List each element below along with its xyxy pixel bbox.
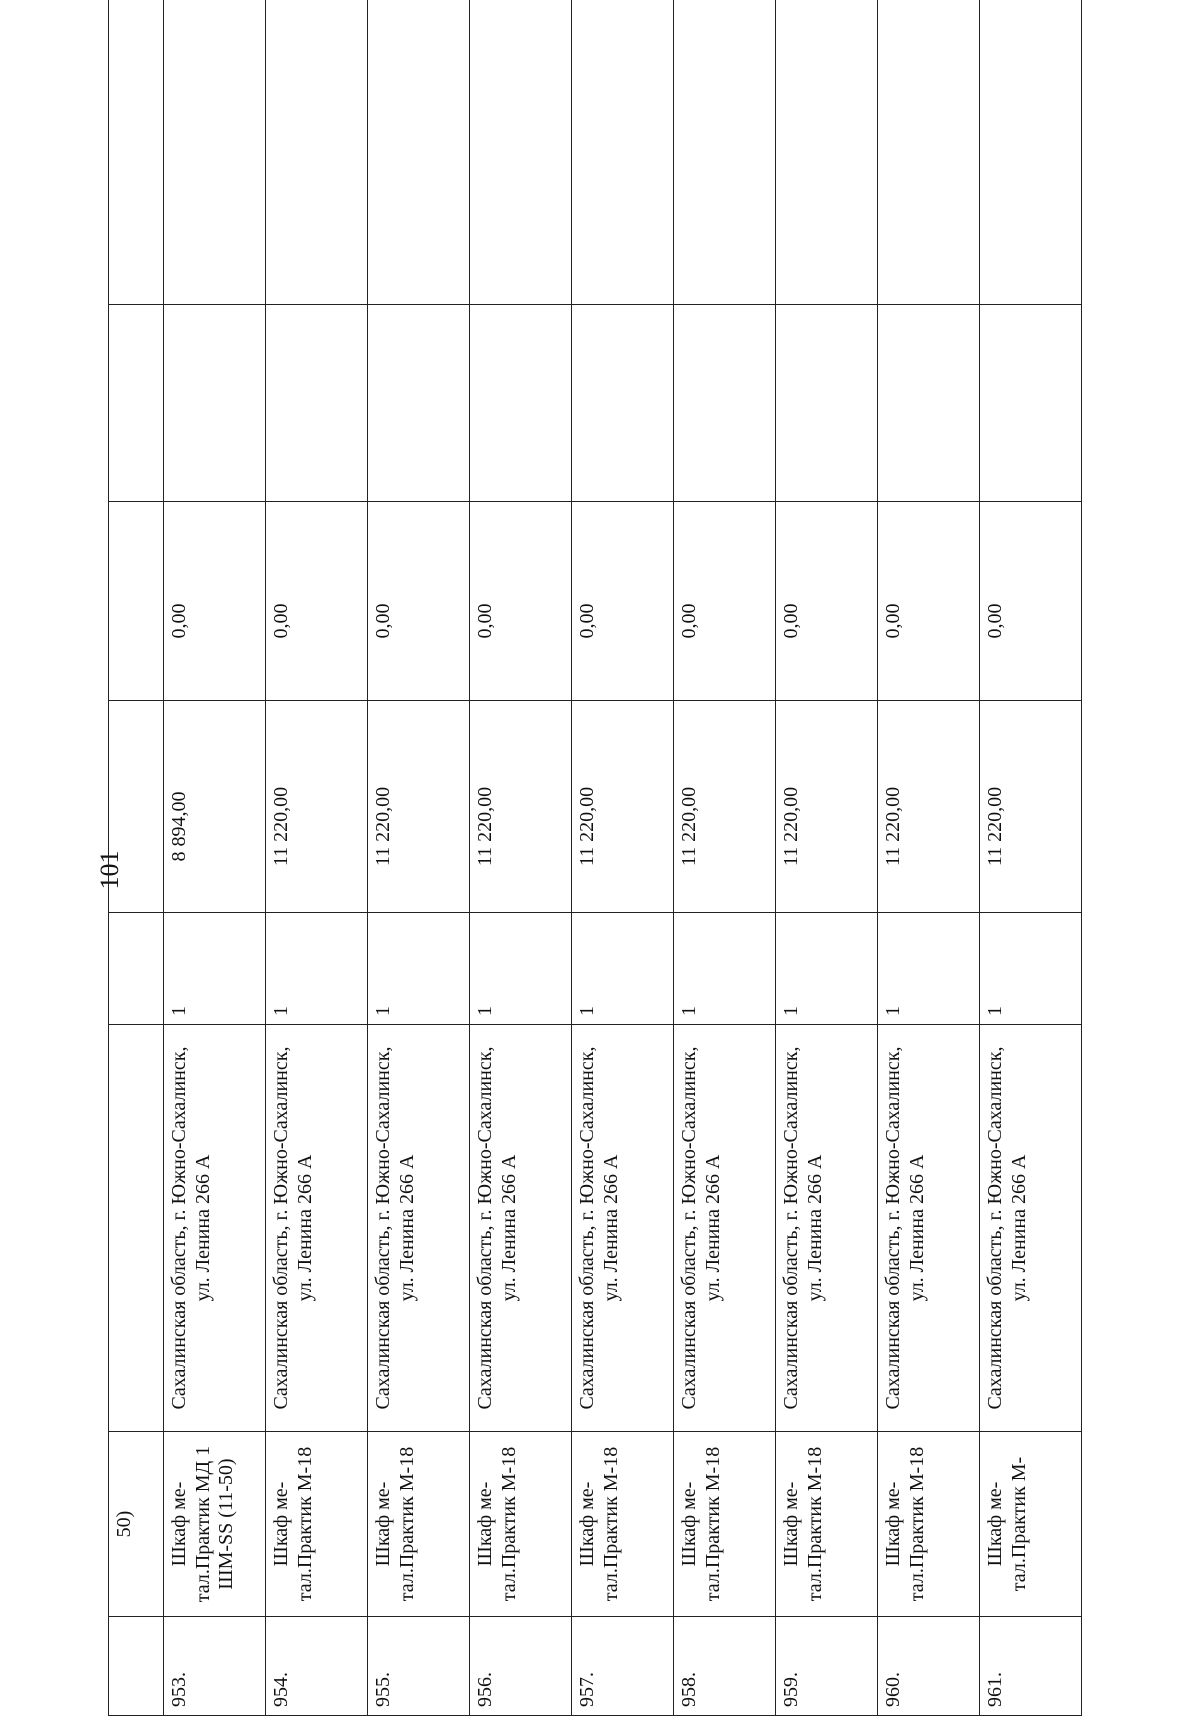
empty-cell — [980, 305, 1082, 502]
num-cell: 960. — [878, 1617, 980, 1716]
address-cell: Сахалинская область, г. Южно-Сахалинск, ул. Ленина 266 А — [572, 1025, 674, 1432]
amortization-value: 0,00 — [474, 603, 496, 639]
empty-cell — [470, 305, 572, 502]
address-cell: Сахалинская область, г. Южно-Сахалинск, ул. Ленина 266 А — [164, 1025, 266, 1432]
empty-cell — [164, 305, 266, 502]
name-cell: Шкаф ме-тал.Практик М-18 — [470, 1432, 572, 1617]
table-row — [776, 0, 878, 1716]
amortization-cell — [470, 502, 572, 701]
cost-cell — [164, 701, 266, 913]
empty-cell — [878, 0, 980, 305]
cost-value: 11 220,00 — [678, 786, 700, 867]
name-cell: Шкаф ме-тал.Практик М-18 — [266, 1432, 368, 1617]
qty-cell: 1 — [164, 913, 266, 1025]
empty-cell — [368, 0, 470, 305]
name-cell: Шкаф ме-тал.Практик М- — [980, 1432, 1082, 1617]
property-table-container — [108, 68, 1042, 1716]
cost-cell — [674, 701, 776, 913]
empty-cell — [776, 0, 878, 305]
cost-cell — [980, 701, 1082, 913]
amortization-cell — [109, 502, 164, 701]
cost-cell — [470, 701, 572, 913]
cost-cell — [266, 701, 368, 913]
num-cell: 955. — [368, 1617, 470, 1716]
qty-cell — [109, 913, 164, 1025]
amortization-value: 0,00 — [678, 603, 700, 639]
cost-cell — [368, 701, 470, 913]
num-cell: 959. — [776, 1617, 878, 1716]
num-cell: 956. — [470, 1617, 572, 1716]
amortization-cell — [980, 502, 1082, 701]
table-row — [266, 0, 368, 1716]
amortization-cell — [878, 502, 980, 701]
empty-cell — [776, 305, 878, 502]
num-cell: 958. — [674, 1617, 776, 1716]
cost-value: 11 220,00 — [984, 786, 1006, 867]
address-cell: Сахалинская область, г. Южно-Сахалинск, ул. Ленина 266 А — [878, 1025, 980, 1432]
address-cell: Сахалинская область, г. Южно-Сахалинск, ул. Ленина 266 А — [674, 1025, 776, 1432]
amortization-cell — [368, 502, 470, 701]
table-row — [368, 0, 470, 1716]
num-cell: 953. — [164, 1617, 266, 1716]
property-table — [108, 0, 1082, 1716]
empty-cell — [572, 0, 674, 305]
address-cell — [109, 1025, 164, 1432]
cost-cell — [776, 701, 878, 913]
empty-cell — [674, 0, 776, 305]
empty-cell — [878, 305, 980, 502]
num-cell: 957. — [572, 1617, 674, 1716]
address-cell: Сахалинская область, г. Южно-Сахалинск, ул. Ленина 266 А — [980, 1025, 1082, 1432]
address-cell: Сахалинская область, г. Южно-Сахалинск, ул. Ленина 266 А — [368, 1025, 470, 1432]
empty-cell — [266, 305, 368, 502]
cost-value: 11 220,00 — [780, 786, 802, 867]
amortization-value: 0,00 — [576, 603, 598, 639]
amortization-value: 0,00 — [168, 603, 190, 639]
empty-cell — [164, 0, 266, 305]
amortization-value: 0,00 — [270, 603, 292, 639]
cost-cell — [572, 701, 674, 913]
cost-value: 11 220,00 — [474, 786, 496, 867]
qty-cell: 1 — [368, 913, 470, 1025]
amortization-value: 0,00 — [372, 603, 394, 639]
empty-cell — [572, 305, 674, 502]
empty-cell — [980, 0, 1082, 305]
name-cell: Шкаф ме-тал.Практик М-18 — [878, 1432, 980, 1617]
amortization-value: 0,00 — [984, 603, 1006, 639]
table-row — [164, 0, 266, 1716]
qty-cell: 1 — [776, 913, 878, 1025]
qty-cell: 1 — [266, 913, 368, 1025]
qty-cell: 1 — [470, 913, 572, 1025]
cost-cell — [109, 701, 164, 913]
qty-cell: 1 — [980, 913, 1082, 1025]
cost-value: 11 220,00 — [576, 786, 598, 867]
name-cell: Шкаф ме-тал.Практик М-18 — [572, 1432, 674, 1617]
empty-cell — [109, 305, 164, 502]
cost-value: 11 220,00 — [372, 786, 394, 867]
amortization-cell — [266, 502, 368, 701]
empty-cell — [674, 305, 776, 502]
table-row — [878, 0, 980, 1716]
amortization-value: 0,00 — [882, 603, 904, 639]
num-cell: 954. — [266, 1617, 368, 1716]
amortization-cell — [674, 502, 776, 701]
page-number: 101 — [95, 850, 124, 890]
empty-cell — [109, 0, 164, 305]
cost-value: 11 220,00 — [882, 786, 904, 867]
table-row — [674, 0, 776, 1716]
amortization-cell — [164, 502, 266, 701]
amortization-cell — [776, 502, 878, 701]
table-row — [470, 0, 572, 1716]
cost-cell — [878, 701, 980, 913]
table-row-continuation — [109, 0, 164, 1716]
address-cell: Сахалинская область, г. Южно-Сахалинск, ул. Ленина 266 А — [266, 1025, 368, 1432]
amortization-cell — [572, 502, 674, 701]
cost-value: 8 894,00 — [168, 791, 190, 862]
name-cell: Шкаф ме-тал.Практик М-18 — [674, 1432, 776, 1617]
qty-cell: 1 — [572, 913, 674, 1025]
address-cell: Сахалинская область, г. Южно-Сахалинск, ул. Ленина 266 А — [470, 1025, 572, 1432]
name-cell: Шкаф ме-тал.Практик МД 1 ШМ-SS (11-50) — [164, 1432, 266, 1617]
table-row — [980, 0, 1082, 1716]
name-cell: 50) — [109, 1432, 164, 1617]
num-cell: 961. — [980, 1617, 1082, 1716]
empty-cell — [266, 0, 368, 305]
qty-cell: 1 — [878, 913, 980, 1025]
table-row — [572, 0, 674, 1716]
empty-cell — [470, 0, 572, 305]
name-cell: Шкаф ме-тал.Практик М-18 — [368, 1432, 470, 1617]
empty-cell — [368, 305, 470, 502]
cost-value: 11 220,00 — [270, 786, 292, 867]
qty-cell: 1 — [674, 913, 776, 1025]
name-cell: Шкаф ме-тал.Практик М-18 — [776, 1432, 878, 1617]
address-cell: Сахалинская область, г. Южно-Сахалинск, ул. Ленина 266 А — [776, 1025, 878, 1432]
amortization-value: 0,00 — [780, 603, 802, 639]
